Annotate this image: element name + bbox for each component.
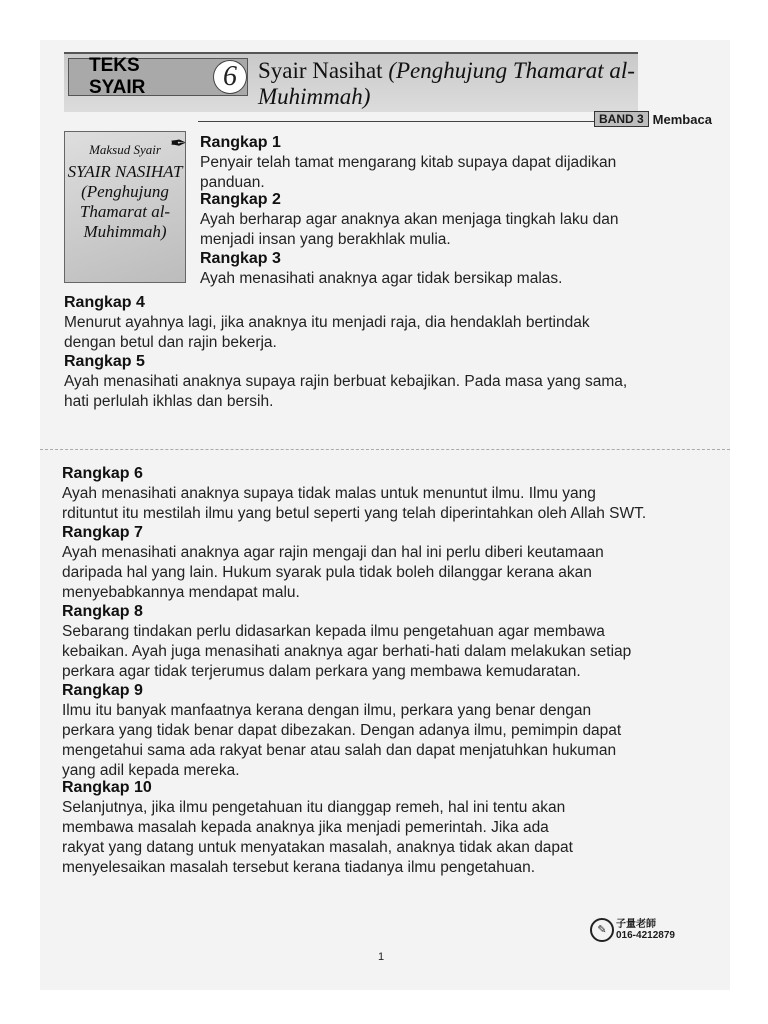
verse-7 [62,523,726,603]
verse-heading: Rangkap 3 [200,250,281,267]
verse-4 [64,293,724,353]
verse-text: Ayah menasihati anaknya agar tidak bersikap malas. [200,270,563,287]
verse-heading: Rangkap 9 [62,682,143,699]
teks-syair-label: TEKS SYAIR [89,55,146,98]
header-rule [198,121,594,122]
pen-icon: ✒ [170,133,187,155]
verse-10 [62,778,726,878]
verse-6 [62,464,726,524]
teks-number: 6 [213,60,247,94]
maksud-title: SYAIR NASIHAT (Penghujung Thamarat al-Muhimmah) [67,162,183,241]
verse-9 [62,681,726,781]
verse-8 [62,602,726,682]
title-plain: Syair Nasihat [258,58,389,83]
band-badge: BAND 3 [594,111,649,127]
stamp-phone: 016-4212879 [616,930,675,941]
verse-heading: Rangkap 8 [62,603,143,620]
verse-text: Menurut ayahnya lagi, jika anaknya itu menjadi raja, dia hendaklah bertindak dengan betul dan rajin bekerja. [64,314,590,351]
band-label: Membaca [652,111,712,127]
title-italic: (Penghujung Thamarat al-Muhimmah) [258,58,635,109]
verse-3 [200,249,720,289]
verse-text: Ilmu itu banyak manfaatnya kerana dengan ilmu, perkara yang benar dengan perkara yang tidak benar dapat dibezakan. Dengan adanya ilmu, pemimpin dapat mengetahui sama ada rakyat benar atau salah dan dapat menjatuhkan hukuman yang adil kepada mereka. [62,702,622,779]
verse-text: Sebarang tindakan perlu didasarkan kepada ilmu pengetahuan agar membawa kebaikan. Ayah juga menasihati anaknya agar berhati-hati dalam melakukan setiap perkara agar tidak terjerumus dalam perkara yang membawa kemudaratan. [62,623,632,680]
verse-heading: Rangkap 2 [200,191,281,208]
verse-heading: Rangkap 5 [64,353,145,370]
page-number: 1 [378,951,385,963]
page-title [258,58,678,110]
verse-text: Ayah menasihati anaknya supaya tidak malas untuk menuntut ilmu. Ilmu yang rdituntut itu mestilah ilmu yang betul seperti yang telah diperintahkan oleh Allah SWT. [62,485,647,522]
verse-5 [64,352,724,412]
stamp-name: 子量老師 [616,919,656,930]
verse-text: Ayah menasihati anaknya supaya rajin berbuat kebajikan. Pada masa yang sama, hati perlulah ikhlas dan bersih. [64,373,628,410]
stamp-icon: ✎ [590,918,614,942]
teacher-stamp [590,918,675,942]
verse-2 [200,190,720,250]
maksud-label: Maksud Syair [89,142,161,157]
section-divider [40,449,730,450]
verse-text: Ayah menasihati anaknya agar rajin mengaji dan hal ini perlu diberi keutamaan daripada hal yang lain. Hukum syarak pula tidak boleh dilanggar kerana akan menyebabkannya mendapat malu. [62,544,604,601]
verse-text: Ayah berharap agar anaknya akan menjaga tingkah laku dan menjadi insan yang berakhlak mulia. [200,211,619,248]
verse-text: Penyair telah tamat mengarang kitab supaya dapat dijadikan panduan. [200,154,617,191]
verse-heading: Rangkap 7 [62,524,143,541]
verse-heading: Rangkap 4 [64,294,145,311]
verse-heading: Rangkap 6 [62,465,143,482]
verse-heading: Rangkap 1 [200,134,281,151]
band-indicator [594,111,712,127]
stamp-text [616,919,675,941]
maksud-syair-box [64,131,186,283]
verse-text: Selanjutnya, jika ilmu pengetahuan itu dianggap remeh, hal ini tentu akan membawa masalah kepada anaknya jika menjadi pemerintah. Jika ada rakyat yang datang untuk menyatakan masalah, anaknya tidak akan dapat menyelesaikan masalah tersebut kerana tiadanya ilmu pengetahuan. [62,799,573,876]
teks-syair-badge [68,55,248,98]
verse-1 [200,133,720,193]
verse-heading: Rangkap 10 [62,779,152,796]
